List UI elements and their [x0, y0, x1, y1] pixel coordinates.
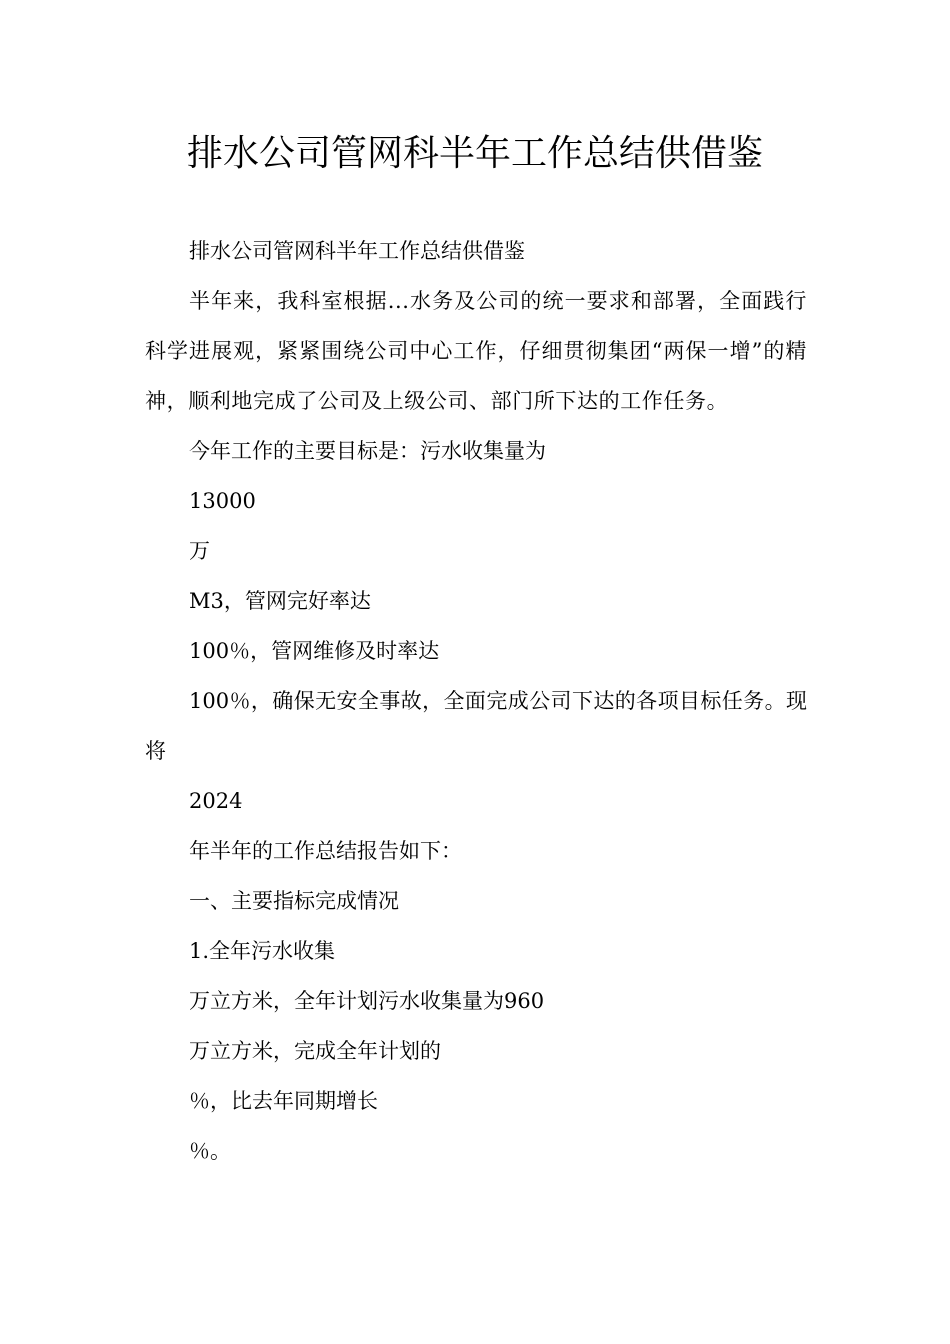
paragraph-year: 2024: [189, 789, 243, 813]
paragraph-plan-volume: 万立方米，全年计划污水收集量为960: [189, 989, 545, 1013]
paragraph-goal: 今年工作的主要目标是：污水收集量为: [189, 439, 546, 463]
paragraph-intro: 半年来，我科室根据...水务及公司的统一要求和部署，全面践行科学进展观，紧紧围绕公司中心工作，仔细贯彻集团“两保一增”的精神，顺利地完成了公司及上级公司、部门所下达的工作任务。: [145, 289, 807, 413]
paragraph-pipe-rate: M3，管网完好率达: [189, 589, 371, 613]
paragraph-subtitle: 排水公司管网科半年工作总结供借鉴: [189, 239, 525, 263]
paragraph-report-intro: 年半年的工作总结报告如下：: [189, 839, 462, 863]
paragraph-item-1: 1.全年污水收集: [189, 939, 336, 963]
paragraph-end: ％。: [189, 1139, 231, 1163]
paragraph-goal-value: 13000: [189, 489, 256, 513]
paragraph-growth: ％，比去年同期增长: [189, 1089, 378, 1113]
document-title: 排水公司管网科半年工作总结供借鉴: [186, 133, 763, 174]
section-heading-1: 一、主要指标完成情况: [189, 889, 399, 913]
paragraph-safety: 100％，确保无安全事故，全面完成公司下达的各项目标任务。现将: [145, 689, 807, 763]
paragraph-plan-complete: 万立方米，完成全年计划的: [189, 1039, 441, 1063]
document-body: [145, 226, 807, 1176]
paragraph-repair-rate: 100％，管网维修及时率达: [189, 639, 440, 663]
paragraph-goal-unit: 万: [189, 539, 210, 563]
